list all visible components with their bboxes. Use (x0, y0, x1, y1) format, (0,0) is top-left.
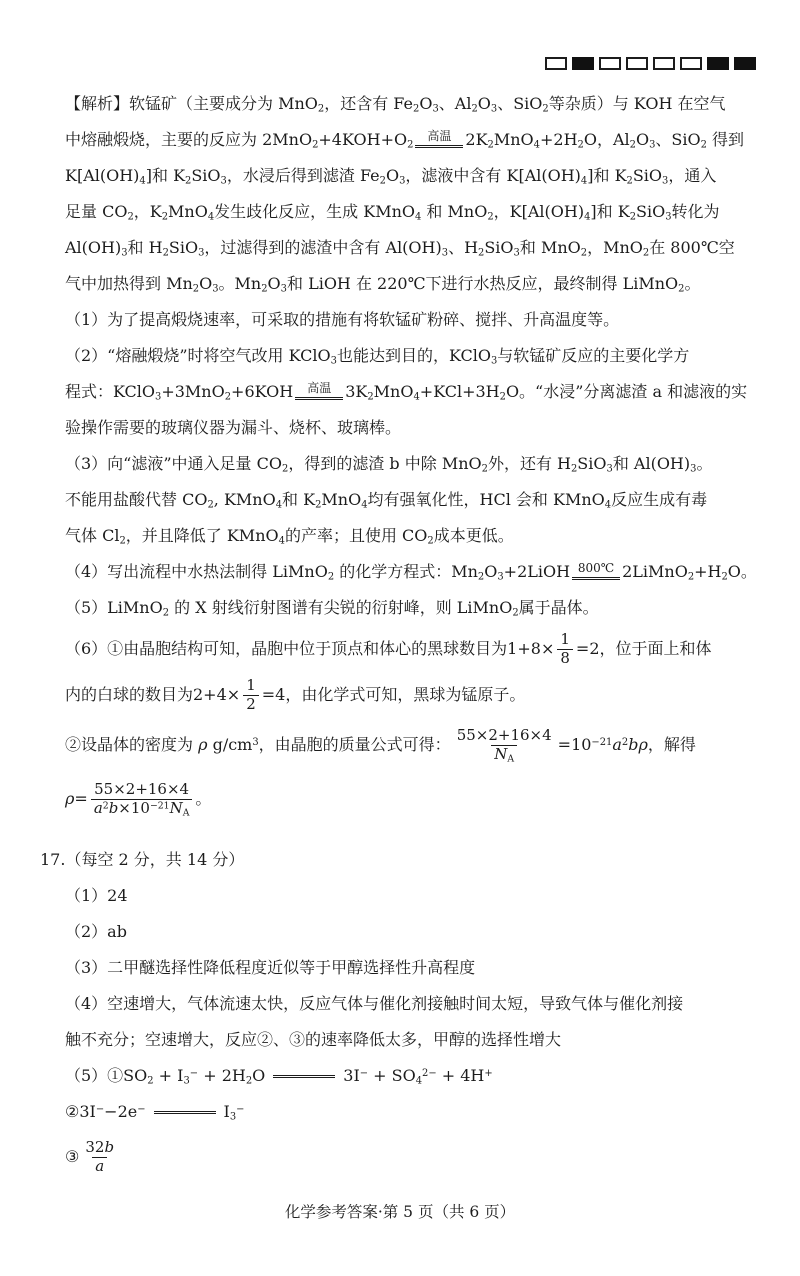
text-run: （1）24 (65, 885, 128, 905)
reaction-condition-equals (572, 562, 620, 580)
condition-label: 高温 (427, 128, 452, 143)
corner-mark-7 (707, 57, 729, 70)
footer-text: 化学参考答案·第 5 页（共 6 页） (284, 1203, 516, 1221)
q16-item6-part1-l1 (40, 626, 766, 672)
equals-line (295, 397, 343, 400)
equals-line (415, 145, 463, 148)
text-run: ③ (65, 1146, 80, 1166)
condition-label: 800℃ (577, 560, 615, 575)
corner-marks (545, 57, 756, 70)
q17-item5-eq2 (40, 1094, 766, 1130)
text-run: 。 (195, 788, 212, 808)
q17-header (40, 842, 766, 878)
q16-item2-l2 (40, 374, 766, 410)
reaction-condition-equals (295, 382, 343, 400)
q16-analysis-l5 (40, 230, 766, 266)
text-run: 内的白球的数目为2+4× (65, 684, 241, 704)
fraction (82, 1139, 117, 1175)
text-run: 验操作需要的玻璃仪器为漏斗、烧杯、玻璃棒。 (65, 417, 402, 437)
text-run: （6）①由晶胞结构可知，晶胞中位于顶点和体心的黑球数目为1+8× (65, 638, 555, 658)
equals-line (572, 577, 620, 580)
q16-item5 (40, 590, 766, 626)
corner-mark-2 (572, 57, 594, 70)
fraction-denominator: $N_A$ (491, 745, 517, 763)
answer-content (40, 86, 766, 1184)
q16-item6-part1-l2 (40, 672, 766, 718)
fraction-numerator: 1 (560, 630, 570, 649)
corner-mark-8 (734, 57, 756, 70)
q16-analysis-l2 (40, 122, 766, 158)
fraction-denominator: 8 (557, 649, 573, 667)
corner-mark-5 (653, 57, 675, 70)
text-run: 不能用盐酸代替 $CO_2$, KMnO$_4$和 $K_2MnO_4$均有强氧化性，HCl 会和 KMnO$_4$反应生成有毒 (65, 489, 708, 511)
text-run: $=10^{-21}a^2b\rho$，解得 (557, 734, 696, 754)
q17-item2 (40, 914, 766, 950)
text-run: $2K_2MnO_4+2H_2O$，$Al_2O_3$、SiO$_2$ 得到 (465, 129, 744, 151)
fraction-numerator: 1 (246, 676, 256, 695)
q16-item4 (40, 554, 766, 590)
equals-line (273, 1075, 335, 1078)
q16-item1 (40, 302, 766, 338)
text-run: ②3I−−2e− (65, 1101, 146, 1121)
corner-mark-3 (599, 57, 621, 70)
text-run: $2LiMnO_2+H_2O$。 (622, 561, 757, 583)
q17-item1 (40, 878, 766, 914)
text-run: =4，由化学式可知，黑球为锰原子。 (261, 684, 526, 704)
text-run: 足量 $CO_2$，$K_2MnO_4$发生歧化反应，生成 KMnO$_4$ 和 MnO$_2$，$K[Al(OH)_4]$和 $K_2SiO_3$转化为 (65, 201, 720, 223)
q16-item6-part2-l2 (40, 772, 766, 826)
text-run: 17.（每空 2 分，共 14 分） (40, 849, 245, 869)
text-run: $3I^- + SO_4^{2-} + 4H^+$ (343, 1065, 493, 1087)
text-run: $Al(OH)_3$和 $H_2SiO_3$，过滤得到的滤渣中含有 $Al(OH)_3$、$H_2SiO_3$和 MnO$_2$，MnO$_2$在 800℃空 (65, 237, 735, 259)
q16-item6-part2-l1 (40, 718, 766, 772)
fraction (557, 631, 573, 667)
q16-analysis-l6 (40, 266, 766, 302)
fraction-numerator: 55×2+16×4 (456, 726, 552, 745)
q17-item4-l1 (40, 986, 766, 1022)
q16-item2-l3 (40, 410, 766, 446)
fraction-denominator: 2 (243, 695, 259, 713)
text-run: （4）空速增大，气体流速太快，反应气体与催化剂接触时间太短，导致气体与催化剂接 (65, 993, 684, 1013)
condition-label: 高温 (307, 380, 332, 395)
corner-mark-6 (680, 57, 702, 70)
q17-item3 (40, 950, 766, 986)
q16-item2-l1 (40, 338, 766, 374)
fraction-numerator: 32b (85, 1138, 115, 1157)
fraction-denominator: $a^2b\times 10^{-21}N_A$ (91, 799, 193, 817)
text-run: ②设晶体的密度为 ρ $g/cm^3$，由晶胞的质量公式可得： (65, 734, 451, 754)
text-run: $K[Al(OH)_4]$和 $K_2SiO_3$，水浸后得到滤渣 $Fe_2O_3$，滤液中含有 $K[Al(OH)_4]$和 $K_2SiO_3$，通入 (65, 165, 717, 187)
text-run: =2，位于面上和体 (575, 638, 712, 658)
q16-item3-l1 (40, 446, 766, 482)
text-run: $I_3^-$ (223, 1101, 245, 1123)
text-run: （5）LiMnO$_2$ 的 X 射线衍射图谱有尖锐的衍射峰，则 LiMnO$_2$属于晶体。 (65, 597, 599, 619)
text-run: 气中加热得到 $Mn_2O_3$。$Mn_2O_3$和 LiOH 在 220℃下进行水热反应，最终制得 LiMnO$_2$。 (65, 273, 701, 295)
text-run: 程式：KClO$_3$+3MnO$_2$+6KOH (65, 381, 294, 403)
fraction (243, 677, 259, 713)
equals-line (154, 1111, 216, 1114)
text-run: （1）为了提高煅烧速率，可采取的措施有将软锰矿粉碎、搅拌、升高温度等。 (65, 309, 620, 329)
corner-mark-1 (545, 57, 567, 70)
fraction-denominator: a (92, 1157, 107, 1175)
text-run: 【解析】软锰矿（主要成分为 MnO$_2$，还含有 $Fe_2O_3$、$Al_2O_3$、SiO$_2$等杂质）与 KOH 在空气 (65, 93, 726, 115)
text-run: （4）写出流程中水热法制得 LiMnO$_2$ 的化学方程式：$Mn_2O_3+2LiOH$ (65, 561, 571, 583)
corner-mark-4 (626, 57, 648, 70)
text-run: 中熔融煅烧，主要的反应为 $2MnO_2+4KOH+O_2$ (65, 129, 414, 151)
fraction-numerator: 55×2+16×4 (94, 780, 190, 799)
q17-item5-eq3 (40, 1130, 766, 1184)
q16-item3-l3 (40, 518, 766, 554)
text-run: （2）“熔融煅烧”时将空气改用 KClO$_3$也能达到目的，KClO$_3$与软锰矿反应的主要化学方 (65, 345, 690, 367)
text-run: （3）向“滤液”中通入足量 $CO_2$，得到的滤渣 b 中除 MnO$_2$外，还有 $H_2SiO_3$和 $Al(OH)_3$。 (65, 453, 713, 475)
q17-item4-l2 (40, 1022, 766, 1058)
text-run: $3K_2MnO_4+KCl+3H_2O$。“水浸”分离滤渣 a 和滤液的实 (345, 381, 748, 403)
text-run: ρ= (65, 788, 88, 808)
q16-item3-l2 (40, 482, 766, 518)
text-run: （2）ab (65, 921, 127, 941)
fraction (91, 781, 193, 817)
text-run: 触不充分；空速增大，反应②、③的速率降低太多，甲醇的选择性增大 (65, 1029, 562, 1049)
q17-item5-eq1 (40, 1058, 766, 1094)
fraction (454, 727, 555, 763)
text-run: （3）二甲醚选择性降低程度近似等于甲醇选择性升高程度 (65, 957, 476, 977)
q16-analysis-l4 (40, 194, 766, 230)
reaction-condition-equals (415, 130, 463, 148)
text-run: 气体 $Cl_2$，并且降低了 KMnO$_4$的产率；且使用 $CO_2$成本更低。 (65, 525, 514, 547)
q16-analysis-l3 (40, 158, 766, 194)
double-line-equals (154, 1111, 216, 1114)
double-line-equals (273, 1075, 335, 1078)
page-footer (0, 1200, 800, 1222)
text-run: $(5)①SO_2 + I_3^- + 2H_2O$ (65, 1065, 266, 1087)
q16-analysis-l1 (40, 86, 766, 122)
